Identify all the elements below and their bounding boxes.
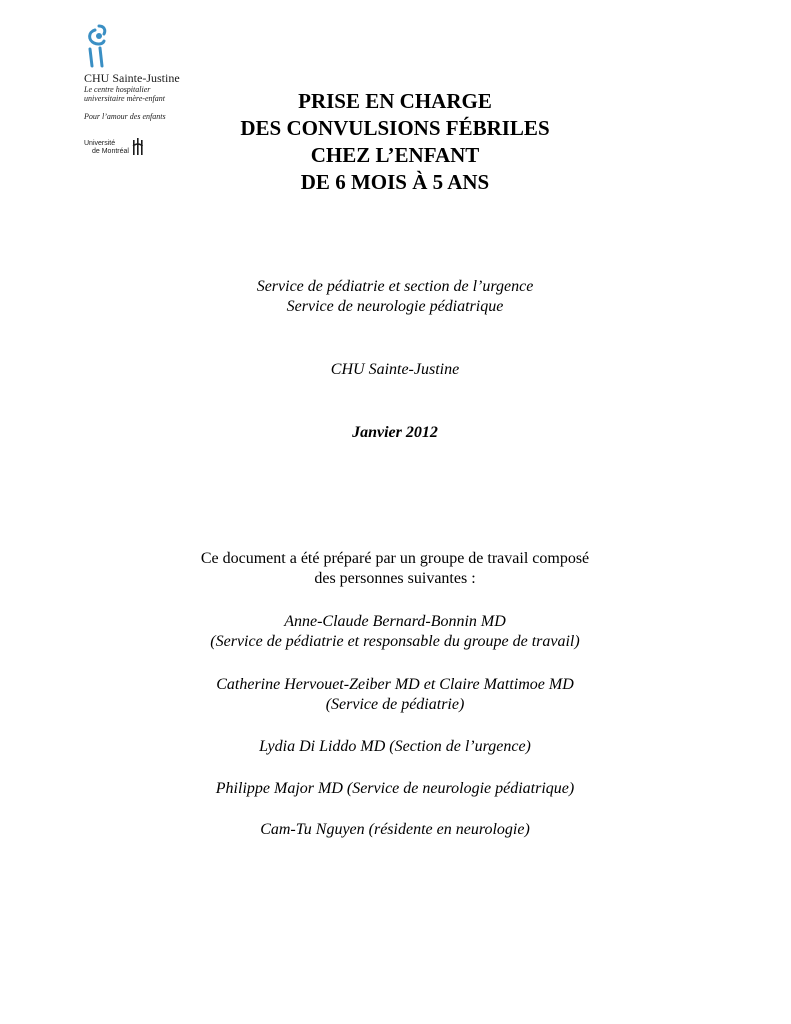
member-name: Lydia Di Liddo MD (Section de l’urgence) <box>259 738 531 755</box>
member-entry <box>90 675 700 715</box>
member-entry <box>90 612 700 652</box>
member-name: Philippe Major MD (Service de neurologie pédiatrique) <box>215 780 575 797</box>
services-block <box>90 277 700 317</box>
title-line3: CHEZ L’ENFANT <box>310 143 480 167</box>
logo-subtitle-line2: universitaire mère-enfant <box>84 94 165 103</box>
title-line2: DES CONVULSIONS FÉBRILES <box>240 116 550 140</box>
member-entry <box>90 779 700 799</box>
member-role: (Service de pédiatrie et responsable du groupe de travail) <box>210 633 580 650</box>
document-title <box>140 88 650 196</box>
logo-subtitle-line1: Le centre hospitalier <box>84 85 151 94</box>
institution-name: CHU Sainte-Justine <box>330 361 460 378</box>
intro-line2: des personnes suivantes : <box>314 570 476 587</box>
university-name-line1: Université <box>84 140 116 147</box>
member-entry <box>90 737 700 757</box>
services-line1: Service de pédiatrie et section de l’urgence <box>256 278 534 295</box>
publication-date: Janvier 2012 <box>352 424 438 441</box>
title-line4: DE 6 MOIS À 5 ANS <box>300 170 490 194</box>
member-name: Anne-Claude Bernard-Bonnin MD <box>284 613 506 630</box>
intro-paragraph <box>90 549 700 589</box>
logo-name: CHU Sainte-Justine <box>84 71 180 85</box>
university-name-line2: de Montréal <box>92 148 129 155</box>
logo-tagline: Pour l’amour des enfants <box>84 112 166 121</box>
member-role: (Service de pédiatrie) <box>325 696 465 713</box>
member-name: Catherine Hervouet-Zeiber MD et Claire Mattimoe MD <box>216 676 574 693</box>
intro-line1: Ce document a été préparé par un groupe de travail composé <box>200 550 590 567</box>
services-line2: Service de neurologie pédiatrique <box>286 298 504 315</box>
member-entry <box>90 820 700 840</box>
title-line1: PRISE EN CHARGE <box>298 89 492 113</box>
member-name: Cam-Tu Nguyen (résidente en neurologie) <box>260 821 530 838</box>
chu-sainte-justine-logo-icon <box>84 24 110 68</box>
